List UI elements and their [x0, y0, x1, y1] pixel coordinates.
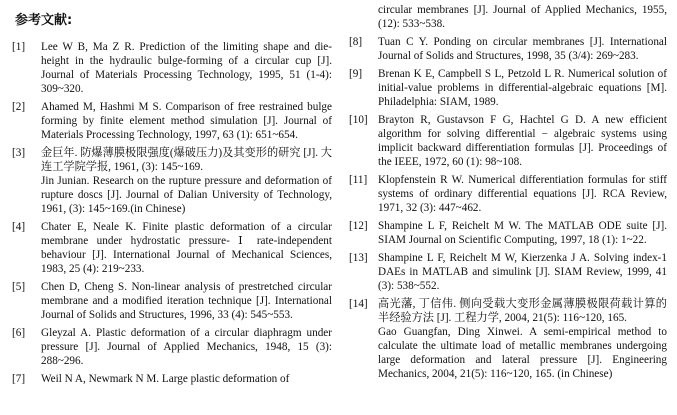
reference-text: 金巨年. 防爆薄膜极限强度(爆破压力)及其变形的研究 [J]. 大连工学院学报, 1961, (3): 145~169.	[41, 147, 332, 173]
reference-number: [8]	[349, 36, 363, 48]
reference-item	[12, 280, 332, 322]
reference-number: [12]	[349, 220, 368, 232]
reference-number: [6]	[12, 327, 26, 339]
reference-item	[349, 297, 667, 381]
right-column	[349, 0, 667, 385]
left-column	[12, 0, 332, 390]
reference-text: Brayton R, Gustavson F G, Hachtel G D. A new efficient algorithm for solving differential − algebraic systems using implicit backward differentiation formulas [J]. Proceedings of the IEEE, 1972, 60 (1): 98~108.	[378, 114, 667, 168]
reference-number: [11]	[349, 174, 368, 186]
reference-text: Chater E, Neale K. Finite plastic deformation of a circular membrane under hydrostatic pressure- Ⅰ rate-independent behaviour [J]. International Journal of Mechanical Sciences, 1983, 25 (4): 219~233.	[41, 221, 332, 275]
reference-number: [5]	[12, 281, 26, 293]
reference-number: [3]	[12, 147, 26, 159]
reference-item	[349, 113, 667, 169]
reference-item	[12, 100, 332, 142]
reference-text: Chen D, Cheng S. Non-linear analysis of prestretched circular membrane and a modified iteration technique [J]. International Journal of Solids and Structures, 1996, 33 (4): 545~553.	[41, 281, 332, 321]
reference-item	[349, 67, 667, 109]
reference-item	[349, 251, 667, 293]
reference-number: [1]	[12, 41, 26, 53]
reference-item	[12, 40, 332, 96]
reference-text: Gleyzal A. Plastic deformation of a circular diaphragm under pressure [J]. Journal of Applied Mechanics, 1948, 15 (3): 288~296.	[41, 327, 332, 367]
left-reference-list	[12, 40, 332, 386]
reference-number: [10]	[349, 114, 368, 126]
reference-text-english: Gao Guangfan, Ding Xinwei. A semi-empirical method to calculate the ultimate load of metallic membranes undergoing large deformation and lateral pressure [J]. Engineering Mechanics, 2004, 21(5): 116~120, 165. (in Chinese)	[378, 326, 667, 380]
reference-item	[349, 173, 667, 215]
reference-item	[12, 372, 332, 386]
reference-continuation	[349, 3, 667, 31]
reference-continuation-text: circular membranes [J]. Journal of Applied Mechanics, 1955, (12): 533~538.	[378, 4, 667, 30]
reference-text: Shampine L F, Reichelt M W, Kierzenka J A. Solving index-1 DAEs in MATLAB and simulink [J]. SIAM Review, 1999, 41 (3): 538~552.	[378, 252, 667, 292]
reference-text: Ahamed M, Hashmi M S. Comparison of free restrained bulge forming by finite element method simulation [J]. Journal of Materials Processing Technology, 1997, 63 (1): 651~654.	[41, 101, 332, 141]
reference-text-english: Jin Junian. Research on the rupture pressure and deformation of rupture doscs [J]. Journal of Dalian University of Technology, 1961, (3): 145~169.(in Chinese)	[41, 175, 332, 215]
reference-item	[12, 220, 332, 276]
reference-item	[12, 146, 332, 216]
references-heading: 参考文献:	[15, 13, 73, 28]
right-reference-list	[349, 35, 667, 381]
reference-text: Klopfenstein R W. Numerical differentiation formulas for stiff systems of ordinary differential equations [J]. RCA Review, 1971, 32 (3): 447~462.	[378, 174, 667, 214]
reference-text: 高光藩, 丁信伟. 侧向受载大变形金属薄膜极限荷载计算的半经验方法 [J]. 工程力学, 2004, 21(5): 116~120, 165.	[378, 298, 667, 324]
reference-text: Shampine L F, Reichelt M W. The MATLAB ODE suite [J]. SIAM Journal on Scientific Computing, 1997, 18 (1): 1~22.	[378, 220, 667, 246]
reference-text: Lee W B, Ma Z R. Prediction of the limiting shape and die-height in the hydraulic bulge-forming of a circular cup [J]. Journal of Materials Processing Technology, 1995, 51 (1-4): 309~320.	[41, 41, 332, 95]
reference-text: Weil N A, Newmark N M. Large plastic deformation of	[41, 373, 290, 385]
reference-number: [4]	[12, 221, 26, 233]
reference-item	[349, 219, 667, 247]
reference-number: [13]	[349, 252, 368, 264]
reference-text: Tuan C Y. Ponding on circular membranes [J]. International Journal of Solids and Structures, 1998, 35 (3/4): 269~283.	[378, 36, 667, 62]
reference-text: Brenan K E, Campbell S L, Petzold L R. Numerical solution of initial-value problems in differential-algebraic equations [M]. Philadelphia: SIAM, 1989.	[378, 68, 667, 108]
reference-number: [14]	[349, 298, 368, 310]
reference-number: [9]	[349, 68, 363, 80]
reference-number: [2]	[12, 101, 26, 113]
reference-item	[349, 35, 667, 63]
reference-item	[12, 326, 332, 368]
reference-number: [7]	[12, 373, 26, 385]
